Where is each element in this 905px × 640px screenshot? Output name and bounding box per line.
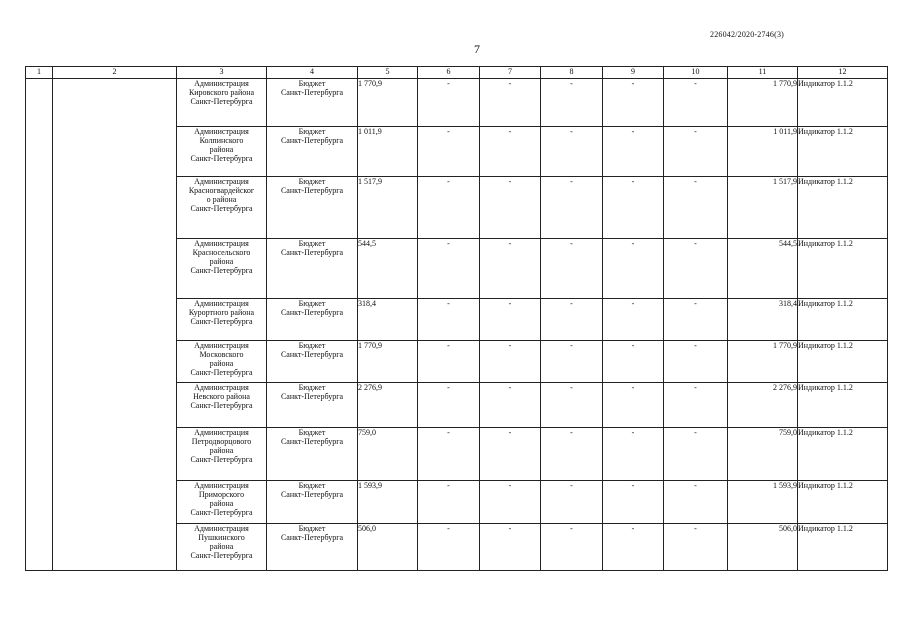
organization-cell bbox=[177, 341, 267, 383]
value-cell-c10: - bbox=[664, 341, 728, 383]
amount-cell: 318,4 bbox=[358, 298, 418, 340]
value-cell-c10: - bbox=[664, 383, 728, 428]
indicator-cell: Индикатор 1.1.2 bbox=[798, 523, 888, 570]
value-cell-c6: - bbox=[418, 177, 480, 238]
column-header: 5 bbox=[358, 67, 418, 79]
column-header: 1 bbox=[26, 67, 53, 79]
funding-source-cell-line: Бюджет bbox=[298, 177, 326, 187]
organization-cell-line: Петродворцового bbox=[191, 437, 252, 447]
value-cell-c8: - bbox=[541, 79, 603, 127]
amount-cell: 1 770,9 bbox=[358, 341, 418, 383]
organization-cell bbox=[177, 480, 267, 523]
organization-cell-line: Санкт-Петербурга bbox=[190, 368, 253, 378]
amount-cell: 1 770,9 bbox=[358, 79, 418, 127]
total-cell: 1 770,9 bbox=[728, 341, 798, 383]
organization-cell-line: Санкт-Петербурга bbox=[190, 204, 253, 214]
value-cell-c10: - bbox=[664, 127, 728, 177]
value-cell-c8: - bbox=[541, 177, 603, 238]
header-row bbox=[26, 67, 888, 79]
value-cell-c10: - bbox=[664, 480, 728, 523]
funding-source-cell bbox=[267, 428, 358, 480]
value-cell-c7: - bbox=[480, 127, 541, 177]
organization-cell-line: района bbox=[209, 498, 234, 508]
value-cell-c10: - bbox=[664, 79, 728, 127]
funding-source-cell-line: Санкт-Петербурга bbox=[280, 392, 344, 402]
total-cell: 1 770,9 bbox=[728, 79, 798, 127]
value-cell-c7: - bbox=[480, 428, 541, 480]
value-cell-c7: - bbox=[480, 238, 541, 298]
organization-cell-line: Курортного района bbox=[188, 307, 255, 317]
funding-source-cell bbox=[267, 127, 358, 177]
value-cell-c10: - bbox=[664, 238, 728, 298]
amount-cell: 1 517,9 bbox=[358, 177, 418, 238]
funding-source-cell-line: Бюджет bbox=[298, 428, 326, 438]
column-header: 9 bbox=[603, 67, 664, 79]
funding-source-cell bbox=[267, 298, 358, 340]
amount-cell: 2 276,9 bbox=[358, 383, 418, 428]
organization-cell-line: Санкт-Петербурга bbox=[190, 550, 253, 560]
column-header: 11 bbox=[728, 67, 798, 79]
column-header: 4 bbox=[267, 67, 358, 79]
funding-source-cell-line: Санкт-Петербурга bbox=[280, 247, 344, 257]
column-header: 12 bbox=[798, 67, 888, 79]
organization-cell bbox=[177, 428, 267, 480]
total-cell: 1 517,9 bbox=[728, 177, 798, 238]
funding-source-cell-line: Санкт-Петербурга bbox=[280, 186, 344, 196]
organization-cell-line: Московского bbox=[199, 350, 244, 360]
organization-cell-line: Администрация bbox=[194, 428, 249, 438]
total-cell: 1 593,9 bbox=[728, 480, 798, 523]
value-cell-c6: - bbox=[418, 127, 480, 177]
funding-source-cell-line: Санкт-Петербурга bbox=[280, 437, 344, 447]
funding-source-cell bbox=[267, 383, 358, 428]
organization-cell-line: Администрация bbox=[194, 79, 249, 88]
organization-cell-line: Администрация bbox=[194, 298, 249, 308]
value-cell-c7: - bbox=[480, 341, 541, 383]
funding-source-cell-line: Бюджет bbox=[298, 79, 326, 88]
amount-cell: 1 011,9 bbox=[358, 127, 418, 177]
indicator-cell: Индикатор 1.1.2 bbox=[798, 298, 888, 340]
total-cell: 759,0 bbox=[728, 428, 798, 480]
indicator-cell: Индикатор 1.1.2 bbox=[798, 79, 888, 127]
budget-table bbox=[25, 66, 888, 571]
indicator-cell: Индикатор 1.1.2 bbox=[798, 177, 888, 238]
value-cell-c10: - bbox=[664, 523, 728, 570]
organization-cell-line: Администрация bbox=[194, 341, 249, 351]
column-header: 3 bbox=[177, 67, 267, 79]
organization-cell-line: о района bbox=[206, 195, 237, 205]
funding-source-cell-line: Бюджет bbox=[298, 523, 326, 533]
value-cell-c10: - bbox=[664, 428, 728, 480]
column-header: 8 bbox=[541, 67, 603, 79]
organization-cell-line: Санкт-Петербурга bbox=[190, 265, 253, 275]
value-cell-c6: - bbox=[418, 383, 480, 428]
organization-cell-line: Кировского района bbox=[188, 88, 255, 97]
indicator-cell: Индикатор 1.1.2 bbox=[798, 480, 888, 523]
funding-source-cell-line: Санкт-Петербурга bbox=[280, 350, 344, 360]
value-cell-c7: - bbox=[480, 298, 541, 340]
value-cell-c9: - bbox=[603, 523, 664, 570]
organization-cell-line: района bbox=[209, 359, 234, 369]
total-cell: 318,4 bbox=[728, 298, 798, 340]
funding-source-cell bbox=[267, 79, 358, 127]
value-cell-c10: - bbox=[664, 298, 728, 340]
column-header: 6 bbox=[418, 67, 480, 79]
organization-cell bbox=[177, 523, 267, 570]
organization-cell-line: Санкт-Петербурга bbox=[190, 401, 253, 411]
funding-source-cell-line: Санкт-Петербурга bbox=[280, 136, 344, 146]
funding-source-cell bbox=[267, 480, 358, 523]
value-cell-c8: - bbox=[541, 428, 603, 480]
organization-cell bbox=[177, 79, 267, 127]
organization-cell-line: района bbox=[209, 446, 234, 456]
funding-source-cell-line: Бюджет bbox=[298, 127, 326, 137]
value-cell-c6: - bbox=[418, 79, 480, 127]
total-cell: 506,0 bbox=[728, 523, 798, 570]
value-cell-c9: - bbox=[603, 383, 664, 428]
table-row bbox=[26, 79, 888, 127]
total-cell: 544,5 bbox=[728, 238, 798, 298]
organization-cell-line: Санкт-Петербурга bbox=[190, 507, 253, 517]
value-cell-c9: - bbox=[603, 298, 664, 340]
indicator-cell: Индикатор 1.1.2 bbox=[798, 428, 888, 480]
funding-source-cell-line: Бюджет bbox=[298, 383, 326, 393]
value-cell-c8: - bbox=[541, 341, 603, 383]
amount-cell: 506,0 bbox=[358, 523, 418, 570]
value-cell-c7: - bbox=[480, 177, 541, 238]
empty-cell-col1 bbox=[26, 79, 53, 571]
value-cell-c9: - bbox=[603, 341, 664, 383]
value-cell-c6: - bbox=[418, 523, 480, 570]
funding-source-cell-line: Бюджет bbox=[298, 480, 326, 490]
organization-cell-line: Администрация bbox=[194, 127, 249, 137]
organization-cell-line: Красногвардейског bbox=[188, 186, 255, 196]
value-cell-c6: - bbox=[418, 298, 480, 340]
value-cell-c9: - bbox=[603, 480, 664, 523]
value-cell-c9: - bbox=[603, 428, 664, 480]
value-cell-c9: - bbox=[603, 177, 664, 238]
empty-cell-col2 bbox=[53, 79, 177, 571]
indicator-cell: Индикатор 1.1.2 bbox=[798, 127, 888, 177]
funding-source-cell-line: Бюджет bbox=[298, 341, 326, 351]
document-number: 226042/2020-2746(3) bbox=[710, 30, 785, 39]
organization-cell-line: Санкт-Петербурга bbox=[190, 97, 253, 106]
total-cell: 1 011,9 bbox=[728, 127, 798, 177]
funding-source-cell bbox=[267, 238, 358, 298]
organization-cell bbox=[177, 298, 267, 340]
value-cell-c7: - bbox=[480, 383, 541, 428]
organization-cell-line: Красносельского bbox=[192, 247, 251, 257]
organization-cell-line: Пушкинского bbox=[198, 532, 245, 542]
value-cell-c7: - bbox=[480, 523, 541, 570]
value-cell-c8: - bbox=[541, 480, 603, 523]
organization-cell-line: Администрация bbox=[194, 383, 249, 393]
column-header: 10 bbox=[664, 67, 728, 79]
column-header: 7 bbox=[480, 67, 541, 79]
value-cell-c6: - bbox=[418, 341, 480, 383]
indicator-cell: Индикатор 1.1.2 bbox=[798, 341, 888, 383]
organization-cell-line: Администрация bbox=[194, 523, 249, 533]
value-cell-c8: - bbox=[541, 383, 603, 428]
value-cell-c9: - bbox=[603, 79, 664, 127]
organization-cell-line: Администрация bbox=[194, 177, 249, 187]
amount-cell: 759,0 bbox=[358, 428, 418, 480]
value-cell-c8: - bbox=[541, 298, 603, 340]
amount-cell: 1 593,9 bbox=[358, 480, 418, 523]
total-cell: 2 276,9 bbox=[728, 383, 798, 428]
value-cell-c9: - bbox=[603, 238, 664, 298]
amount-cell: 544,5 bbox=[358, 238, 418, 298]
table-body bbox=[26, 79, 888, 571]
organization-cell bbox=[177, 177, 267, 238]
organization-cell-line: района bbox=[209, 145, 234, 155]
organization-cell-line: Администрация bbox=[194, 480, 249, 490]
value-cell-c6: - bbox=[418, 428, 480, 480]
funding-source-cell bbox=[267, 177, 358, 238]
funding-source-cell bbox=[267, 341, 358, 383]
funding-source-cell-line: Санкт-Петербурга bbox=[280, 532, 344, 542]
value-cell-c8: - bbox=[541, 238, 603, 298]
value-cell-c8: - bbox=[541, 523, 603, 570]
value-cell-c9: - bbox=[603, 127, 664, 177]
organization-cell bbox=[177, 127, 267, 177]
value-cell-c10: - bbox=[664, 177, 728, 238]
organization-cell-line: Невского района bbox=[193, 392, 250, 402]
funding-source-cell-line: Бюджет bbox=[298, 238, 326, 248]
page-number: 7 bbox=[474, 42, 480, 56]
funding-source-cell-line: Бюджет bbox=[298, 298, 326, 308]
organization-cell-line: Санкт-Петербурга bbox=[190, 316, 253, 326]
value-cell-c6: - bbox=[418, 480, 480, 523]
organization-cell-line: Санкт-Петербурга bbox=[190, 154, 253, 164]
organization-cell-line: Администрация bbox=[194, 238, 249, 248]
value-cell-c8: - bbox=[541, 127, 603, 177]
organization-cell-line: Колпинского bbox=[199, 136, 244, 146]
value-cell-c7: - bbox=[480, 79, 541, 127]
indicator-cell: Индикатор 1.1.2 bbox=[798, 238, 888, 298]
funding-source-cell-line: Санкт-Петербурга bbox=[280, 489, 344, 499]
funding-source-cell-line: Санкт-Петербурга bbox=[280, 88, 344, 97]
organization-cell-line: района bbox=[209, 256, 234, 266]
column-header: 2 bbox=[53, 67, 177, 79]
value-cell-c7: - bbox=[480, 480, 541, 523]
funding-source-cell-line: Санкт-Петербурга bbox=[280, 307, 344, 317]
indicator-cell: Индикатор 1.1.2 bbox=[798, 383, 888, 428]
organization-cell bbox=[177, 238, 267, 298]
organization-cell-line: района bbox=[209, 541, 234, 551]
organization-cell bbox=[177, 383, 267, 428]
organization-cell-line: Санкт-Петербурга bbox=[190, 455, 253, 465]
funding-source-cell bbox=[267, 523, 358, 570]
value-cell-c6: - bbox=[418, 238, 480, 298]
organization-cell-line: Приморского bbox=[198, 489, 245, 499]
